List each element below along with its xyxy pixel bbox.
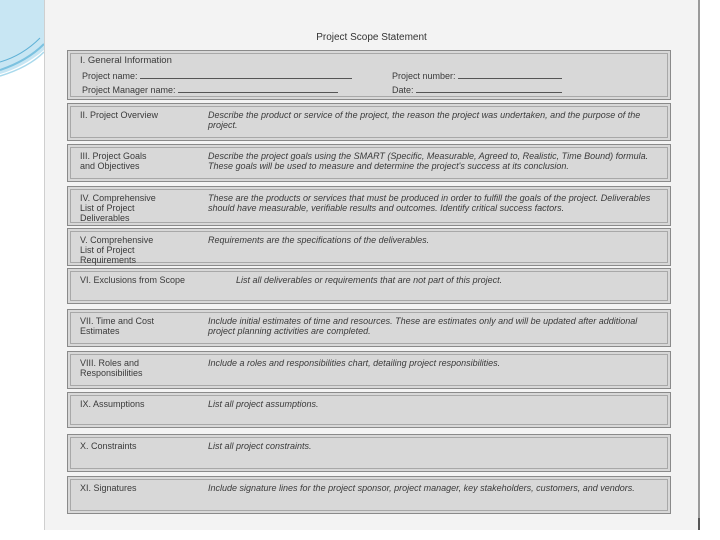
section-description: List all deliverables or requirements that are not part of this project.	[236, 275, 503, 285]
section-description: Describe the product or service of the project, the reason the project was undertaken, and the purpose of the project.	[208, 110, 641, 130]
project-name-field[interactable]	[140, 71, 352, 79]
project-name-label: Project name:	[82, 71, 138, 81]
section-project-goals	[67, 144, 671, 182]
section-label: VII. Time and Cost Estimates	[80, 316, 155, 336]
manager-row	[82, 85, 338, 95]
section-label: IV. Comprehensive List of Project Deliverables	[80, 193, 156, 223]
section-label: IX. Assumptions	[80, 399, 145, 409]
project-name-row	[82, 71, 352, 81]
section-description: Include signature lines for the project sponsor, project manager, key stakeholders, customers, and vendors.	[208, 483, 635, 493]
document-title: Project Scope Statement	[316, 32, 427, 43]
date-row	[392, 85, 562, 95]
manager-label: Project Manager name:	[82, 85, 176, 95]
project-number-field[interactable]	[458, 71, 562, 79]
section-project-overview	[67, 103, 671, 141]
section-description: Requirements are the specifications of the deliverables.	[208, 235, 430, 245]
section-label: III. Project Goals and Objectives	[80, 151, 147, 171]
section-assumptions	[67, 392, 671, 428]
section-signatures	[67, 476, 671, 514]
section-description: Include a roles and responsibilities chart, detailing project responsibilities.	[208, 358, 501, 368]
section-description: Describe the project goals using the SMART (Specific, Measurable, Agreed to, Realistic, Time Bound) formula. These goals will be used to measure and determine the project's success at its conclusion.	[208, 151, 649, 171]
section-constraints	[67, 434, 671, 472]
section-description: List all project constraints.	[208, 441, 312, 451]
section-general-information	[67, 50, 671, 100]
section-label: V. Comprehensive List of Project Requirements	[80, 235, 154, 265]
section-label: X. Constraints	[80, 441, 137, 451]
section-label: II. Project Overview	[80, 110, 159, 120]
section-deliverables	[67, 186, 671, 226]
date-label: Date:	[392, 85, 414, 95]
section-description: These are the products or services that must be produced in order to fulfill the goals of the project. Deliverables should have measurable, verifiable results and outcomes. Identify critical success factors.	[208, 193, 651, 213]
section-label: VIII. Roles and Responsibilities	[80, 358, 143, 378]
manager-field[interactable]	[178, 85, 338, 93]
general-heading: I. General Information	[80, 55, 172, 66]
section-label: VI. Exclusions from Scope	[80, 275, 186, 285]
section-roles	[67, 351, 671, 389]
section-description: List all project assumptions.	[208, 399, 319, 409]
scope-statement-sheet	[44, 0, 700, 530]
section-exclusions	[67, 268, 671, 304]
section-label: XI. Signatures	[80, 483, 137, 493]
date-field[interactable]	[416, 85, 562, 93]
section-description: Include initial estimates of time and resources. These are estimates only and will be updated after additional project planning activities are completed.	[208, 316, 638, 336]
project-number-row	[392, 71, 562, 81]
section-time-cost	[67, 309, 671, 347]
section-requirements	[67, 228, 671, 266]
project-number-label: Project number:	[392, 71, 456, 81]
